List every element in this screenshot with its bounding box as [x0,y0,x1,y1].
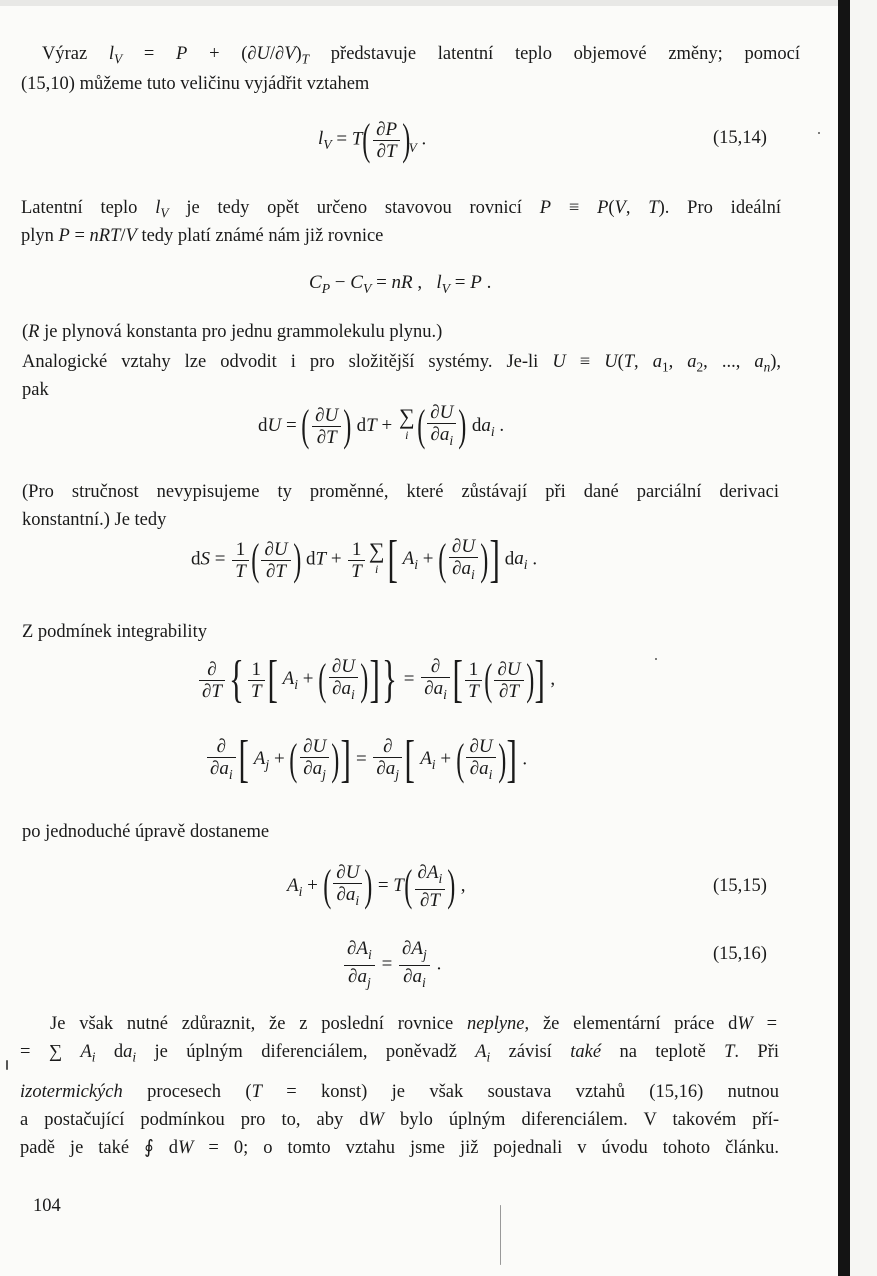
scan-speck [818,132,820,134]
paragraph-2-line-2: plyn P = nRT/V tedy platí známé nám již rovnice [21,226,384,246]
scan-scratch [500,1205,501,1265]
equation-number-15-15: (15,15) [713,876,767,896]
equation-15-14: $l_V = T$( $\frac{\partial P}{\partial T}$ )V . [318,115,427,164]
equation-15-16: $\frac{\partial A_i}{\partial a_j}$ = $\frac{\partial A_j}{\partial a_i}$ . [342,938,441,993]
equation-dS: dS = $\frac{1}{T}$ ( $\frac{\partial U}{\partial T}$ ) dT + $\frac{1}{T}$ ∑ i [ $A_i$ + ( $\frac{\partial U}{\partial a_i}$ )] $da_i$ . [191,531,538,588]
paragraph-4-line-2: pak [22,380,49,400]
paragraph-1-line-2: (15,10) můžeme tuto veličinu vyjádřit vztahem [21,74,370,94]
equation-number-15-16: (15,16) [713,944,767,964]
paragraph-5-line-1: (Pro stručnost nevypisujeme ty proměnné, které zůstávají při dané parciální derivaci [22,482,779,502]
equation-number-15-14: (15,14) [713,128,767,148]
scan-edge-bar [838,0,850,1276]
paragraph-7-line-1: po jednoduché úpravě dostaneme [22,822,270,842]
paragraph-6-line-1: Z podmínek integrability [22,622,207,642]
scan-speck [655,658,657,660]
equation-15-15: $A_i$ + ( $\frac{\partial U}{\partial a_i}$ ) = T( $\frac{\partial A_i}{\partial T}$ ) , [287,861,466,911]
paragraph-8-line-2: = ∑ $A_i$ $da_i$ je úplným diferenciálem, poněvadž $A_i$ závisí také na teplotě T. Při [20,1042,780,1065]
paragraph-3-line-1: (R je plynová konstanta pro jednu grammolekulu plynu.) [22,322,443,342]
scan-speck [6,1060,8,1070]
paragraph-2-line-1: Latentní teplo $l_V$ je tedy opět určeno stavovou rovnicí P ≡ P(V, T). Pro ideální [21,198,782,221]
paragraph-4-line-1: Analogické vztahy lze odvodit i pro složitější systémy. Je-li U ≡ U(T, $a_1$, $a_2$, ..., $a_n$), [22,352,782,375]
equation-integrability-1: ∂ ∂T { $\frac{1}{T}$ [ $A_i$ + ( $\frac{\partial U}{\partial a_i}$ )]} = ∂ $\partial a_i$ [ $\frac{1}{T}$ ( $\frac{\partial U}{\partial T}$ )] , [197,654,555,706]
paragraph-8-line-4: a postačující podmínkou pro to, aby dW bylo úplným diferenciálem. V takovém pří- [20,1110,779,1130]
paragraph-5-line-2: konstantní.) Je tedy [22,510,167,530]
page-number: 104 [33,1196,61,1216]
scan-edge-margin [850,0,877,1276]
equation-ideal-gas: $C_P - C_V$ = nR , $l_V = P$ . [309,272,492,296]
paragraph-8-line-5: padě je také ∮ dW = 0; o tomto vztahu jsme již pojednali v úvodu tohoto článku. [20,1138,780,1158]
equation-integrability-2: ∂ $\partial a_i$ [ $A_j$ + ( $\frac{\partial U}{\partial a_j}$ )] = ∂ $\partial a_j$ [ $A_i$ + ( $\frac{\partial U}{\partial a_i}$ )] . [205,734,527,786]
equation-dU: dU = ( $\frac{\partial U}{\partial T}$ ) dT + ∑ i ( $\frac{\partial U}{\partial a_i}$ ) $da_i$ . [258,401,505,451]
paragraph-8-line-1: Je však nutné zdůraznit, že z poslední rovnice neplyne, že elementární práce dW = [50,1014,778,1034]
paragraph-8-line-3: izotermických procesech (T = konst) je však soustava vztahů (15,16) nutnou [20,1082,779,1102]
paragraph-1-line-1: Výraz $l_V = P + (\partial U/\partial V)_T$ představuje latentní teplo objemové změny; pomocí [42,44,800,67]
